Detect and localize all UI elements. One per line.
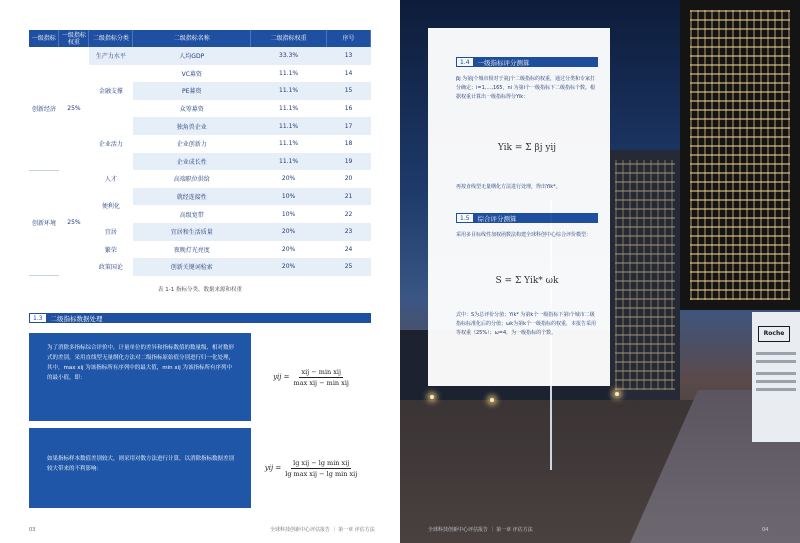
- section-number: 1.3: [29, 313, 47, 323]
- col-header-level2-weight: 二级指标权重: [251, 30, 327, 47]
- level2-name: 独角兽企业: [133, 117, 251, 135]
- formula-composite-score: S = Σ Yik* ωk: [495, 276, 559, 286]
- sign-text-line: [756, 388, 796, 391]
- section-1-4-note: 再按直线型无量纲化方法进行处理，得出Yik*。: [456, 184, 561, 190]
- photo-lamp: [430, 395, 434, 399]
- level2-weight: 10%: [251, 188, 327, 206]
- section-1-5-paragraph: 采用多目标线性加权函数法构建全球科创中心综合评价模型：: [456, 232, 592, 238]
- row-index: 20: [327, 170, 371, 188]
- row-index: 16: [327, 100, 371, 118]
- level2-category: 生产力水平: [89, 47, 133, 65]
- photo-building-windows: [690, 10, 790, 300]
- level2-weight: 11.1%: [251, 82, 327, 100]
- level2-name: PE募资: [133, 82, 251, 100]
- roche-logo: Roche: [758, 326, 790, 342]
- level2-weight: 20%: [251, 258, 327, 276]
- level2-name: 企业成长性: [133, 153, 251, 171]
- row-index: 19: [327, 153, 371, 171]
- section-heading-1-3: [29, 313, 103, 323]
- level2-category: 便利化: [89, 188, 133, 223]
- level2-name: 人均GDP: [133, 47, 251, 65]
- photo-lamp: [615, 392, 619, 396]
- level2-name: 就经连接性: [133, 188, 251, 206]
- row-index: 21: [327, 188, 371, 206]
- right-running-footer: 全球科技创新中心评估报告 ｜ 第一章 评估方法: [428, 527, 533, 533]
- left-page-number: 03: [29, 527, 36, 533]
- photo-lamp: [490, 398, 494, 402]
- level2-category: 金融支撑: [89, 65, 133, 118]
- level2-weight: 11.1%: [251, 117, 327, 135]
- row-index: 13: [327, 47, 371, 65]
- formula-lhs: yij =: [273, 373, 290, 381]
- section-heading-1-4: [456, 57, 530, 67]
- row-index: 25: [327, 258, 371, 276]
- formula-denominator: lg max xij − lg min xij: [285, 469, 358, 478]
- col-header-index: 序号: [327, 30, 371, 47]
- section-title: 综合评分测算: [477, 214, 517, 223]
- photo-building-sign: [752, 312, 800, 442]
- row-index: 24: [327, 241, 371, 259]
- col-header-level1: 一级指标: [29, 30, 59, 47]
- level2-name: VC募资: [133, 65, 251, 83]
- level1-weight: 25%: [59, 170, 89, 276]
- method-panel: [428, 28, 610, 386]
- level2-name: 高端职位供给: [133, 170, 251, 188]
- section-number: 1.5: [456, 213, 474, 223]
- level2-weight: 11.1%: [251, 100, 327, 118]
- formula-level1-score: Yik = Σ βj yij: [497, 143, 557, 153]
- formula-numerator: xij − min xij: [301, 367, 342, 376]
- level2-category: 人才: [89, 170, 133, 188]
- photo-building-mid-windows: [615, 160, 675, 390]
- sign-text-line: [756, 360, 796, 363]
- col-header-level1-weight: 一级指标 权重: [59, 30, 89, 47]
- log-text: 如果指标样本数值差别较大，则采用对数方法进行计算，以消除指标数据差别较大带来的不利影响：: [47, 456, 235, 472]
- col-header-level2-category: 二级指标分类: [89, 30, 133, 47]
- log-text-box: [29, 428, 251, 508]
- level2-weight: 20%: [251, 170, 327, 188]
- level2-name: 高级宽带: [133, 205, 251, 223]
- level1-name: 创新环境: [29, 170, 59, 276]
- row-index: 14: [327, 65, 371, 83]
- formula-fraction: [285, 459, 357, 478]
- level1-weight: 25%: [59, 47, 89, 170]
- col-header-level2-name: 二级指标名称: [133, 30, 251, 47]
- level2-category: 企业活力: [89, 117, 133, 170]
- right-page: [400, 0, 800, 543]
- level1-name: 创新经济: [29, 47, 59, 170]
- level2-category: 宜居: [89, 223, 133, 241]
- row-index: 17: [327, 117, 371, 135]
- level2-weight: 33.3%: [251, 47, 327, 65]
- formula-numerator: lg xij − lg min xij: [293, 458, 350, 467]
- section-heading-1-5: [456, 213, 517, 223]
- row-index: 22: [327, 205, 371, 223]
- level2-weight: 10%: [251, 205, 327, 223]
- row-index: 15: [327, 82, 371, 100]
- sign-text-line: [756, 352, 796, 355]
- level2-weight: 11.1%: [251, 153, 327, 171]
- sign-text-line: [756, 372, 796, 375]
- left-running-footer: 全球科技创新中心评估报告 ｜ 第一章 评估方法: [270, 527, 375, 533]
- table-row: [29, 47, 371, 65]
- normalization-text: 为了消除多指标综合评价中，计量单位的差异和指标数值的数量级、相对数形式的差别，采用直线型无量纲化方法对二级指标原始值分别进行归一化处理，其中，max xij 为该指标所有序列中的最大值，min xij 为该指标所有序列中的最小值，即：: [47, 345, 235, 381]
- right-page-number: 04: [762, 527, 769, 533]
- level2-name: 企业创新力: [133, 135, 251, 153]
- level2-name: 众筹募资: [133, 100, 251, 118]
- table-caption: 表 1-1 指标分类、数据来源和权重: [158, 287, 242, 293]
- formula-box-log: [251, 428, 371, 508]
- section-title: 二级指标数据处理: [50, 314, 103, 323]
- indicator-table: [29, 30, 371, 276]
- level2-weight: 20%: [251, 223, 327, 241]
- section-number: 1.4: [456, 57, 474, 67]
- level2-weight: 11.1%: [251, 65, 327, 83]
- level2-category: 政策国论: [89, 258, 133, 276]
- section-1-4-paragraph: βj 为第j个城市相对于第j个二级指标的权重，通过分类和专家打分确定；i=1,…,165，ni 为第i个一级指标下二级指标个数。根据权重计算出一级指标得分Yik：: [456, 76, 596, 100]
- row-index: 18: [327, 135, 371, 153]
- formula-fraction: [294, 368, 349, 387]
- formula-denominator: max xij − min xij: [293, 378, 349, 387]
- level2-name: 夜晚灯光亮度: [133, 241, 251, 259]
- table-header-row: [29, 30, 371, 47]
- sign-text-line: [756, 380, 796, 383]
- level2-category: 繁荣: [89, 241, 133, 259]
- level2-name: 宜居和生活质量: [133, 223, 251, 241]
- level2-weight: 11.1%: [251, 135, 327, 153]
- section-1-5-note: 式中：S为总评价分值；Yik* 为第k个一级指标下第i个城市二级指标标准化后的分值；ωk为第k个一级指标的权重，本报告采用等权重（25%）；ω=4，为一级指标的个数。: [456, 312, 596, 336]
- table-row: [29, 170, 371, 188]
- row-index: 23: [327, 223, 371, 241]
- formula-box-linear: [251, 333, 371, 421]
- level2-name: 创新关键词检索: [133, 258, 251, 276]
- formula-lhs: yij =: [264, 464, 282, 472]
- section-title: 一级指标评分测算: [477, 58, 530, 67]
- level2-weight: 20%: [251, 241, 327, 259]
- normalization-text-box: [29, 333, 251, 421]
